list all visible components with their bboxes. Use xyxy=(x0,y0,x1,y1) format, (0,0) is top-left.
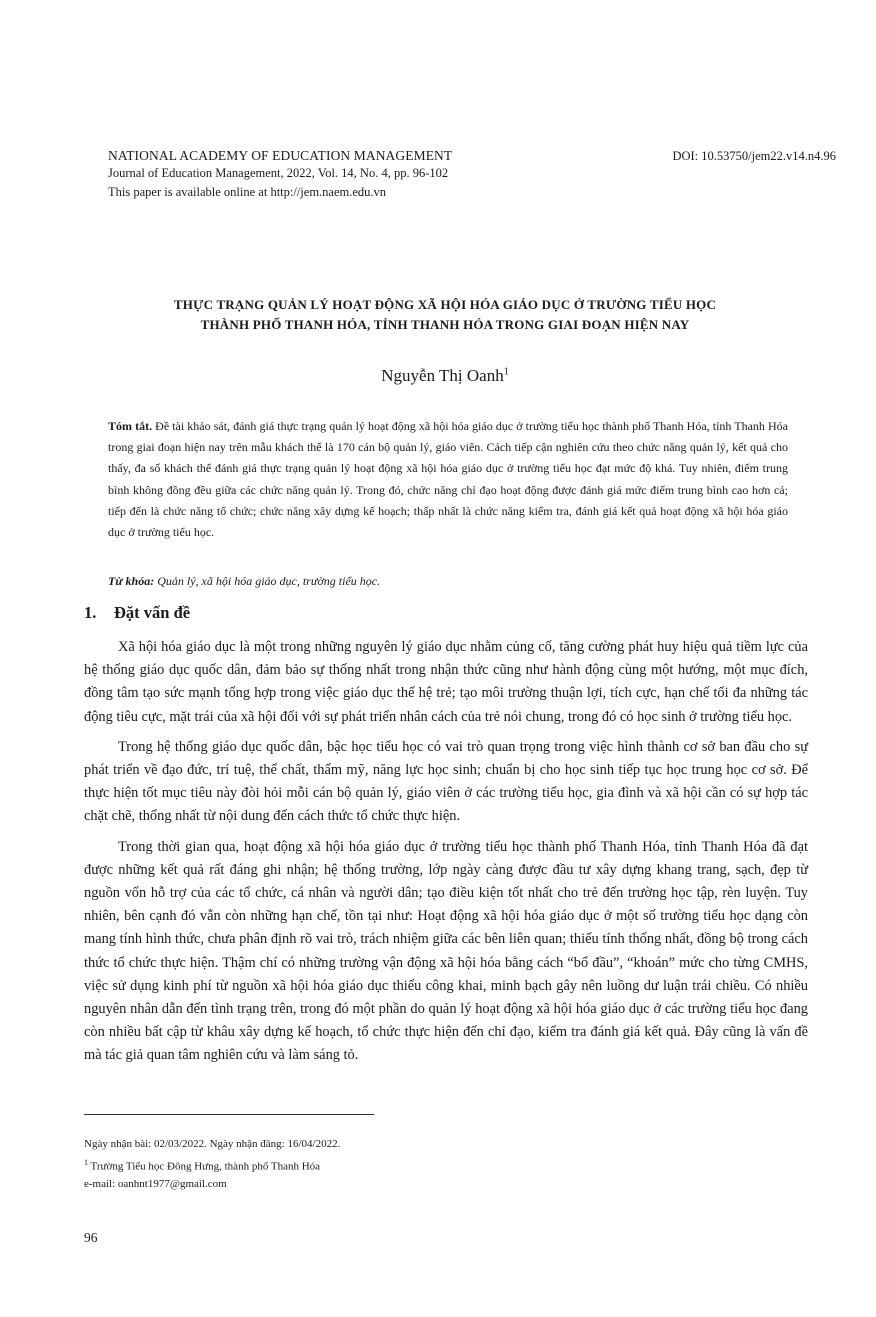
author xyxy=(100,366,790,386)
paper-title xyxy=(100,295,790,335)
section-title: Đặt vấn đề xyxy=(114,603,191,622)
abstract-text: Đề tài khảo sát, đánh giá thực trạng quản lý hoạt động xã hội hóa giáo dục ở trường tiểu học thành phố Thanh Hóa, tỉnh Thanh Hóa trong giai đoạn hiện nay trên mẫu khách thể là 170 cán bộ quản lý, giáo viên. Cách tiếp cận nghiên cứu theo chức năng quản lý, kết quả cho thấy, đa số khách thể đánh giá thực trạng quản lý hoạt động xã hội hóa giáo dục ở trường tiểu học đạt mức độ khá. Tuy nhiên, điểm trung bình không đồng đều giữa các chức năng quản lý. Trong đó, chức năng chỉ đạo hoạt động được đánh giá mức điểm trung bình cao hơn cả; tiếp đến là chức năng tổ chức; chức năng xây dựng kế hoạch; thấp nhất là chức năng kiểm tra, đánh giá kết quả hoạt động xã hội hóa giáo dục ở trường tiểu học. xyxy=(108,419,788,540)
footnote-email: e-mail: oanhnt1977@gmail.com xyxy=(84,1177,227,1190)
section-number: 1. xyxy=(84,603,97,622)
keywords-label: Từ khóa: xyxy=(108,574,155,588)
title-line-2: THÀNH PHỐ THANH HÓA, TỈNH THANH HÓA TRONG GIAI ĐOẠN HIỆN NAY xyxy=(200,317,690,332)
keywords xyxy=(108,574,788,589)
header-journal: Journal of Education Management, 2022, Vol. 14, No. 4, pp. 96-102 xyxy=(108,166,449,180)
page-number: 96 xyxy=(84,1230,98,1245)
author-affiliation-mark: 1 xyxy=(503,366,509,378)
header-online: This paper is available online at http://jem.naem.edu.vn xyxy=(108,185,387,199)
keywords-text: Quản lý, xã hội hóa giáo dục, trường tiểu học. xyxy=(154,574,381,588)
abstract xyxy=(108,416,788,543)
footnote-affiliation xyxy=(84,1154,340,1176)
abstract-label: Tóm tắt. xyxy=(108,419,153,433)
section-heading xyxy=(84,603,190,623)
header-organization: NATIONAL ACADEMY OF EDUCATION MANAGEMENT xyxy=(108,148,453,163)
footnote-affiliation-text: Trường Tiểu học Đông Hưng, thành phố Thanh Hóa xyxy=(88,1160,321,1173)
paragraph: Trong hệ thống giáo dục quốc dân, bậc học tiểu học có vai trò quan trọng trong việc hình thành cơ sở ban đầu cho sự phát triển về đạo đức, trí tuệ, thể chất, thẩm mỹ, năng lực học sinh; chuẩn bị cho học sinh tiếp tục học trung học cơ sở. Để thực hiện tốt mục tiêu này đòi hỏi mỗi cán bộ quản lý, giáo viên ở các trường tiểu học, gia đình và xã hội cần có sự hợp tác chặt chẽ, thống nhất từ nội dung đến cách thức tổ chức thực hiện. xyxy=(84,738,808,825)
footnote-rule xyxy=(84,1114,374,1115)
footnotes xyxy=(84,1136,340,1193)
header-doi: DOI: 10.53750/jem22.v14.n4.96 xyxy=(672,149,836,163)
footnote-affiliation-mark: 1 xyxy=(84,1157,88,1167)
author-name: Nguyễn Thị Oanh xyxy=(381,366,504,385)
paragraph: Xã hội hóa giáo dục là một trong những nguyên lý giáo dục nhằm củng cố, tăng cường phát huy hiệu quả tiềm lực của hệ thống giáo dục quốc dân, đảm bảo sự thống nhất trong nhận thức cũng như hành động cùng một hướng, một mục đích, đồng tâm tạo sức mạnh tổng hợp trong việc giáo dục thế hệ trẻ; tạo môi trường thuận lợi, tích cực, hạn chế tối đa những tác động tiêu cực, mặt trái của xã hội đối với sự phát triển nhân cách của trẻ nói chung, trong đó có học sinh ở trường tiểu học. xyxy=(84,639,808,725)
paragraph: Trong thời gian qua, hoạt động xã hội hóa giáo dục ở trường tiểu học thành phố Thanh Hóa, tỉnh Thanh Hóa đã đạt được những kết quả rất đáng ghi nhận; hệ thống trường, lớp ngày càng được đầu tư xây dựng khang trang, sạch, đẹp từ nguồn vốn hỗ trợ của các tổ chức, cá nhân và người dân; tạo điều kiện tốt nhất cho trẻ đến trường học tập, rèn luyện. Tuy nhiên, bên cạnh đó vẫn còn những hạn chế, tồn tại như: Hoạt động xã hội hóa giáo dục ở một số trường tiểu học dạng còn mang tính hình thức, chưa phân định rõ vai trò, trách nhiệm giữa các bên liên quan; thiếu tính thống nhất, đồng bộ trong cách thức tổ chức thực hiện. Thậm chí có những trường vận động xã hội hóa bằng cách “bổ đầu”, “khoán” mức cho từng CMHS, việc sử dụng kinh phí từ nguồn xã hội hóa giáo dục thiếu công khai, minh bạch gây nên luồng dư luận trái chiều. Có nhiều nguyên nhân dẫn đến tình trạng trên, trong đó một phần do quản lý hoạt động xã hội hóa giáo dục ở các trường tiểu học đang còn nhiều bất cập từ khâu xây dựng kế hoạch, tổ chức thực hiện đến chỉ đạo, kiểm tra đánh giá kết quả. Đây cũng là vấn đề mà tác giả quan tâm nghiên cứu và làm sáng tỏ. xyxy=(84,838,808,1064)
journal-header xyxy=(108,148,836,202)
body-text xyxy=(84,636,808,1075)
footnote-dates: Ngày nhận bài: 02/03/2022. Ngày nhận đăng: 16/04/2022. xyxy=(84,1138,341,1150)
title-line-1: THỰC TRẠNG QUẢN LÝ HOẠT ĐỘNG XÃ HỘI HÓA GIÁO DỤC Ở TRƯỜNG TIỂU HỌC xyxy=(173,297,717,312)
